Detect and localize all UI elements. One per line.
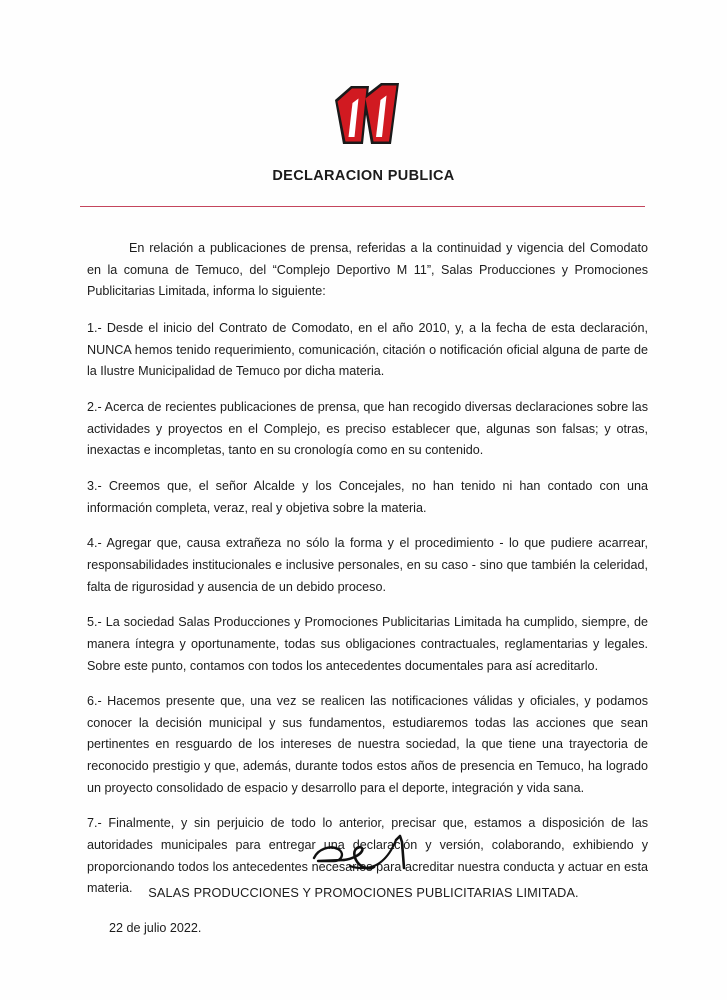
page-title: DECLARACION PUBLICA (272, 168, 455, 184)
number-11-logo (325, 80, 403, 152)
body-paragraph-2: 2.- Acerca de recientes publicaciones de prensa, que han recogido diversas declaraciones sobre las actividades y proyectos en el Complejo, es preciso establecer que, algunas son falsas; y otras, inexactas e incompletas, tanto en su cronología como en su contenido. (87, 399, 648, 458)
header-divider (80, 206, 645, 207)
body-paragraph-6: 6.- Hacemos presente que, una vez se realicen las notificaciones válidas y oficiales, y podamos conocer la decisión municipal y sus fundamentos, estudiaremos todas las acciones que sean pertinentes en resguardo de los intereses de nuestra sociedad, la que tiene una trayectoria de reconocido prestigio y que, además, durante todos estos años de presencia en Temuco, ha logrado un proyecto consolidado de espacio y desarrollo para el deporte, integración y vida sana. (87, 694, 648, 795)
body-paragraph-1: 1.- Desde el inicio del Contrato de Comodato, en el año 2010, y, a la fecha de esta declaración, NUNCA hemos tenido requerimiento, comunicación, citación o notificación oficial alguna de parte de la Ilustre Municipalidad de Temuco por dicha materia. (87, 320, 648, 379)
body-paragraph-3: 3.- Creemos que, el señor Alcalde y los Concejales, no han tenido ni han contado con una información completa, veraz, real y objetiva sobre la materia. (87, 478, 648, 515)
signer-name: SALAS PRODUCCIONES Y PROMOCIONES PUBLICITARIAS LIMITADA. (148, 886, 579, 900)
signature-container (0, 828, 727, 880)
body-paragraph-5: 5.- La sociedad Salas Producciones y Promociones Publicitarias Limitada ha cumplido, siempre, de manera íntegra y oportunamente, todas sus obligaciones contractuales, reglamentarias y legales. Sobre este punto, contamos con todos los antecedentes documentales para así acreditarlo. (87, 615, 648, 673)
intro-paragraph: En relación a publicaciones de prensa, referidas a la continuidad y vigencia del Comodato en la comuna de Temuco, del “Complejo Deportivo M 11”, Salas Producciones y Promociones Publicitarias Limitada, informa lo siguiente: (87, 241, 648, 299)
logo-container (0, 78, 727, 154)
body-paragraph-7: 7.- Finalmente, y sin perjuicio de todo lo anterior, precisar que, estamos a disposición de las autoridades municipales para entregar una declaración y versión, colaborando, exhibiendo y proporcionando todos los antecedentes necesarios para acreditar nuestra conducta y actuar en esta materia. (87, 816, 648, 896)
handwritten-signature (304, 828, 424, 878)
signature-block (0, 828, 727, 900)
document-date: 22 de julio 2022. (109, 921, 202, 936)
body-paragraph-4: 4.- Agregar que, causa extrañeza no sólo la forma y el procedimiento - lo que pudiere acarrear, responsabilidades institucionales e inclusive personales, en su caso - sino que también la celeridad, falta de rigurosidad y ausencia de un debido proceso. (87, 536, 648, 594)
document-header (0, 0, 727, 184)
